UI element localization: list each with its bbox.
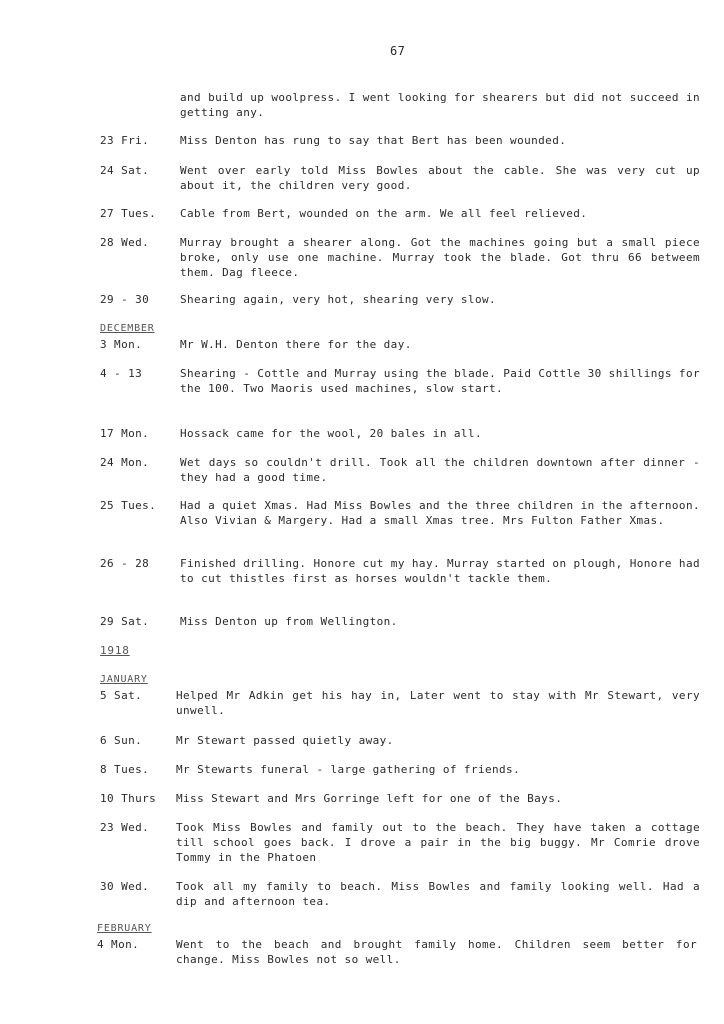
entry-text: Finished drilling. Honore cut my hay. Murray started on plough, Honore had to cut thistles first as horses wouldn't tackle them. — [180, 557, 700, 585]
year-heading: 1918 — [100, 644, 130, 657]
page-number: 67 — [390, 44, 406, 58]
entry-text: Mr Stewart passed quietly away. — [176, 734, 394, 747]
entry-date: 8 Tues. — [100, 763, 150, 776]
diary-entry — [100, 455, 700, 485]
entry-text: and build up woolpress. I went looking for shearers but did not succeed in getting any. — [180, 91, 700, 119]
diary-entry — [100, 133, 700, 148]
entry-date: 28 Wed. — [100, 236, 150, 249]
diary-entry — [100, 733, 700, 748]
entry-text: Mr W.H. Denton there for the day. — [180, 338, 412, 351]
entry-date: 5 Sat. — [100, 689, 143, 702]
entry-text: Miss Stewart and Mrs Gorringe left for one of the Bays. — [176, 792, 563, 805]
diary-entry — [100, 614, 700, 629]
entry-date: 30 Wed. — [100, 880, 150, 893]
diary-entry — [100, 206, 700, 221]
diary-entry — [100, 688, 700, 718]
entry-text: Shearing again, very hot, shearing very slow. — [180, 293, 497, 306]
month-heading: FEBRUARY — [97, 923, 152, 934]
entry-date: 25 Tues. — [100, 499, 157, 512]
entry-text: Miss Denton has rung to say that Bert has been wounded. — [180, 134, 567, 147]
entry-date: 24 Sat. — [100, 164, 150, 177]
entry-text: Took Miss Bowles and family out to the beach. They have taken a cottage till school goes back. I drove a pair in the big buggy. Mr Comrie drove Tommy in the Phatoen — [176, 821, 700, 864]
month-heading: JANUARY — [100, 674, 148, 685]
entry-text: Helped Mr Adkin get his hay in, Later went to stay with Mr Stewart, very unwell. — [176, 689, 700, 717]
diary-entry — [100, 235, 700, 280]
entry-text: Went to the beach and brought family home. Children seem better for change. Miss Bowles not so well. — [176, 938, 697, 966]
diary-entry — [100, 498, 700, 528]
diary-entry — [100, 163, 700, 193]
diary-entry — [100, 366, 700, 396]
entry-text: Hossack came for the wool, 20 bales in all. — [180, 427, 482, 440]
entry-text: Cable from Bert, wounded on the arm. We all feel relieved. — [180, 207, 588, 220]
entry-date: 3 Mon. — [100, 338, 143, 351]
entry-date: 23 Fri. — [100, 134, 150, 147]
entry-text: Murray brought a shearer along. Got the machines going but a small piece broke, only use one machine. Murray took the blade. Got thru 66 betweem them. Dag fleece. — [180, 236, 700, 279]
diary-entry — [100, 879, 700, 909]
entry-date: 17 Mon. — [100, 427, 150, 440]
diary-entry — [100, 762, 700, 777]
entry-date: 27 Tues. — [100, 207, 157, 220]
entry-text: Shearing - Cottle and Murray using the blade. Paid Cottle 30 shillings for the 100. Two Maoris used machines, slow start. — [180, 367, 700, 395]
entry-date: 4 Mon. — [97, 938, 140, 951]
entry-text: Went over early told Miss Bowles about the cable. She was very cut up about it, the children very good. — [180, 164, 700, 192]
diary-entry — [100, 337, 700, 352]
entry-text: Wet days so couldn't drill. Took all the children downtown after dinner -they had a good time. — [180, 456, 700, 484]
diary-entry — [100, 791, 700, 806]
entry-date: 29 - 30 — [100, 293, 150, 306]
diary-entry — [100, 556, 700, 586]
entry-date: 26 - 28 — [100, 557, 150, 570]
entry-date: 4 - 13 — [100, 367, 143, 380]
entry-text: Miss Denton up from Wellington. — [180, 615, 398, 628]
diary-entry — [100, 426, 700, 441]
entry-text: Had a quiet Xmas. Had Miss Bowles and the three children in the afternoon. Also Vivian & Margery. Had a small Xmas tree. Mrs Fulton Father Xmas. — [180, 499, 700, 527]
entry-date: 29 Sat. — [100, 615, 150, 628]
entry-date: 24 Mon. — [100, 456, 150, 469]
entry-date: 10 Thurs — [100, 792, 157, 805]
diary-entry — [100, 90, 700, 120]
diary-entry — [100, 292, 700, 307]
diary-entry — [97, 937, 697, 967]
entry-text: Mr Stewarts funeral - large gathering of friends. — [176, 763, 521, 776]
entry-date: 6 Sun. — [100, 734, 143, 747]
entry-date: 23 Wed. — [100, 821, 150, 834]
month-heading: DECEMBER — [100, 323, 155, 334]
diary-entry — [100, 820, 700, 865]
entry-text: Took all my family to beach. Miss Bowles and family looking well. Had a dip and afternoon tea. — [176, 880, 700, 908]
